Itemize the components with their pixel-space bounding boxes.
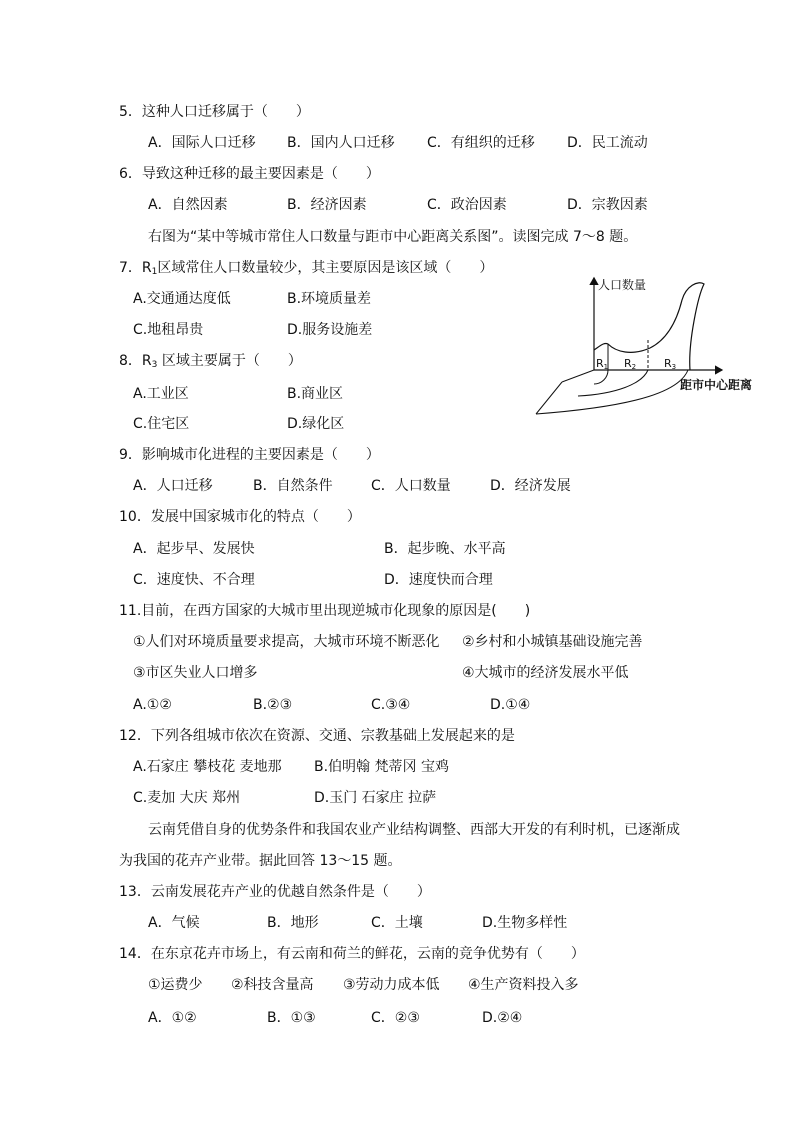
- r1-label: R1: [596, 357, 609, 371]
- q11-stem: 11.目前，在西方国家的大城市里出现逆城市化现象的原因是( ): [119, 603, 531, 619]
- q12-option-a[interactable]: A.石家庄 攀枝花 麦地那: [133, 759, 282, 775]
- q12-option-d[interactable]: D.玉门 石家庄 拉萨: [314, 790, 437, 806]
- q11-item-3: ③市区失业人口增多: [133, 665, 258, 681]
- population-distance-diagram: [532, 272, 772, 422]
- q9-stem: 9．影响城市化进程的主要因素是（ ）: [119, 447, 380, 463]
- ring-left-edge: [562, 370, 594, 382]
- population-curve: [594, 283, 704, 370]
- q11-option-c[interactable]: C.③④: [371, 697, 411, 713]
- q14-item-4: ④生产资料投入多: [468, 977, 579, 993]
- q11-option-d[interactable]: D.①④: [490, 697, 531, 713]
- q6-option-d[interactable]: D．宗教因素: [567, 197, 648, 213]
- q5-option-a[interactable]: A．国际人口迁移: [148, 135, 256, 151]
- q13-option-b[interactable]: B．地形: [267, 915, 319, 931]
- ring-r2: [578, 370, 648, 396]
- r3-label: R3: [664, 357, 677, 371]
- q7-option-a[interactable]: A.交通通达度低: [133, 291, 231, 307]
- q6-option-c[interactable]: C．政治因素: [427, 197, 507, 213]
- q7-stem: 7．$R_1$区域常住人口数量较少，其主要原因是该区域（ ）: [119, 260, 494, 277]
- q8-option-a[interactable]: A.工业区: [133, 386, 189, 402]
- q11-item-4: ④大城市的经济发展水平低: [462, 665, 629, 681]
- q13-option-a[interactable]: A．气候: [148, 915, 200, 931]
- q14-option-b[interactable]: B．①③: [267, 1010, 316, 1026]
- r2-label: R2: [624, 357, 637, 371]
- q12-option-c[interactable]: C.麦加 大庆 郑州: [133, 790, 241, 806]
- q5-option-d[interactable]: D．民工流动: [567, 135, 648, 151]
- q8-option-d[interactable]: D.绿化区: [287, 416, 345, 432]
- intro-q13-15-line2: 为我国的花卉产业带。据此回答 13～15 题。: [119, 853, 402, 869]
- q14-option-c[interactable]: C．②③: [371, 1010, 420, 1026]
- q10-option-b[interactable]: B．起步晚、水平高: [384, 541, 506, 557]
- q10-option-c[interactable]: C．速度快、不合理: [133, 572, 255, 588]
- q5-option-b[interactable]: B．国内人口迁移: [287, 135, 395, 151]
- q10-option-a[interactable]: A．起步早、发展快: [133, 541, 255, 557]
- q6-stem: 6．导致这种迁移的最主要因素是（ ）: [119, 166, 380, 182]
- y-axis-label: 人口数量: [598, 278, 647, 292]
- q14-item-3: ③劳动力成本低: [343, 977, 440, 993]
- q13-stem: 13．云南发展花卉产业的优越自然条件是（ ）: [119, 884, 431, 900]
- intro-q13-15-line1: 云南凭借自身的优势条件和我国农业产业结构调整、西部大开发的有利时机，已逐渐成: [148, 822, 680, 838]
- q14-item-1: ①运费少: [148, 977, 203, 993]
- ring-r1: [594, 370, 608, 384]
- q5-stem: 5．这种人口迁移属于（ ）: [119, 104, 310, 120]
- q10-stem: 10．发展中国家城市化的特点（ ）: [119, 509, 361, 525]
- q14-option-d[interactable]: D.②④: [482, 1010, 523, 1026]
- q14-option-a[interactable]: A．①②: [148, 1010, 197, 1026]
- q11-option-a[interactable]: A.①②: [133, 697, 172, 713]
- q9-option-b[interactable]: B．自然条件: [253, 478, 333, 494]
- q7-option-b[interactable]: B.环境质量差: [287, 291, 372, 307]
- q14-stem: 14．在东京花卉市场上，有云南和荷兰的鲜花，云南的竞争优势有（ ）: [119, 946, 585, 962]
- q9-option-c[interactable]: C．人口数量: [371, 478, 451, 494]
- q7-option-d[interactable]: D.服务设施差: [287, 322, 373, 338]
- q5-option-c[interactable]: C．有组织的迁移: [427, 135, 535, 151]
- q10-option-d[interactable]: D．速度快而合理: [384, 572, 493, 588]
- x-axis-label: 距市中心距离: [680, 378, 753, 392]
- ring-r3: [536, 370, 688, 414]
- q9-option-d[interactable]: D．经济发展: [490, 478, 571, 494]
- q8-option-c[interactable]: C.住宅区: [133, 416, 190, 432]
- q6-option-b[interactable]: B．经济因素: [287, 197, 367, 213]
- q11-option-b[interactable]: B.②③: [253, 697, 293, 713]
- q11-item-1: ①人们对环境质量要求提高，大城市环境不断恶化: [133, 634, 440, 650]
- intro-q7-8: 右图为“某中等城市常住人口数量与距市中心距离关系图”。读图完成 7～8 题。: [148, 229, 638, 245]
- ring-outer-edge: [536, 382, 562, 414]
- q8-option-b[interactable]: B.商业区: [287, 386, 344, 402]
- q14-item-2: ②科技含量高: [231, 977, 314, 993]
- q13-option-c[interactable]: C．土壤: [371, 915, 423, 931]
- q6-option-a[interactable]: A．自然因素: [148, 197, 228, 213]
- q7-option-c[interactable]: C.地租昂贵: [133, 322, 204, 338]
- q13-option-d[interactable]: D.生物多样性: [482, 915, 568, 931]
- q11-item-2: ②乡村和小城镇基础设施完善: [462, 634, 643, 650]
- q8-stem: 8．$R_3$ 区域主要属于（ ）: [119, 353, 302, 370]
- q12-option-b[interactable]: B.伯明翰 梵蒂冈 宝鸡: [314, 759, 449, 775]
- q12-stem: 12．下列各组城市依次在资源、交通、宗教基础上发展起来的是: [119, 728, 515, 744]
- q9-option-a[interactable]: A．人口迁移: [133, 478, 213, 494]
